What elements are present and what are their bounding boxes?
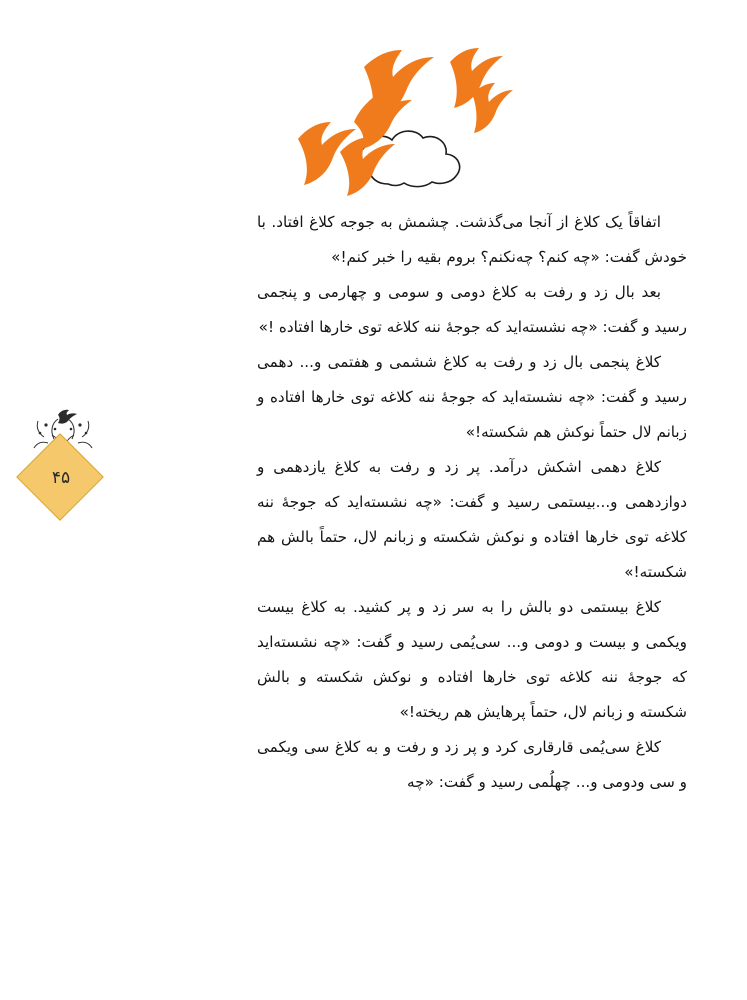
paragraph: کلاغ دهمی اشکش درآمد. پر زد و رفت به کلاغ یازدهمی و دوازدهمی و...بیستمی رسید و گفت: «چه نشسته‌اید که جوجهٔ ننه کلاغه توی خارها افتاده و نوکش شکسته و زبانم لال، حتماً بالش هم شکسته!» — [257, 458, 687, 581]
bird-icon — [364, 50, 434, 123]
bird-icon — [472, 83, 513, 133]
paragraph: اتفاقاً یک کلاغ از آنجا می‌گذشت. چشمش به جوجه کلاغ افتاد. با خودش گفت: «چه کنم؟ چه‌نکنم؟ بروم بقیه را خبر کنم!» — [257, 213, 687, 266]
bird-flock-silhouettes — [298, 48, 513, 196]
illustration-birds-and-cloud — [236, 34, 536, 199]
paragraph: کلاغ سی‌یُمی قارقاری کرد و پر زد و رفت و به کلاغ سی ویکمی و سی ودومی و... چهلُمی رسید و گفت: «چه — [257, 738, 687, 791]
paragraph: کلاغ بیستمی دو بالش را به سر زد و پر کشید. به کلاغ بیست ویکمی و بیست و دومی و... سی‌یُمی رسید و گفت: «چه نشسته‌اید که جوجهٔ ننه کلاغه توی خارها افتاده و نوکش شکسته و بالش شکسته و زبانم لال، حتماً پرهایش هم ریخته!» — [257, 598, 687, 721]
page-number-badge — [18, 435, 104, 521]
story-text — [257, 205, 687, 800]
paragraph: بعد بال زد و رفت به کلاغ دومی و سومی و چهارمی و پنجمی رسید و گفت: «چه نشسته‌اید که جوجهٔ ننه کلاغه توی خارها افتاده !» — [257, 283, 687, 336]
paragraph: کلاغ پنجمی بال زد و رفت به کلاغ ششمی و هفتمی و... دهمی رسید و گفت: «چه نشسته‌اید که جوجهٔ ننه کلاغه توی خارها افتاده و زبانم لال حتماً نوکش هم شکسته!» — [257, 353, 687, 441]
page-number: ۴۵ — [51, 468, 71, 488]
